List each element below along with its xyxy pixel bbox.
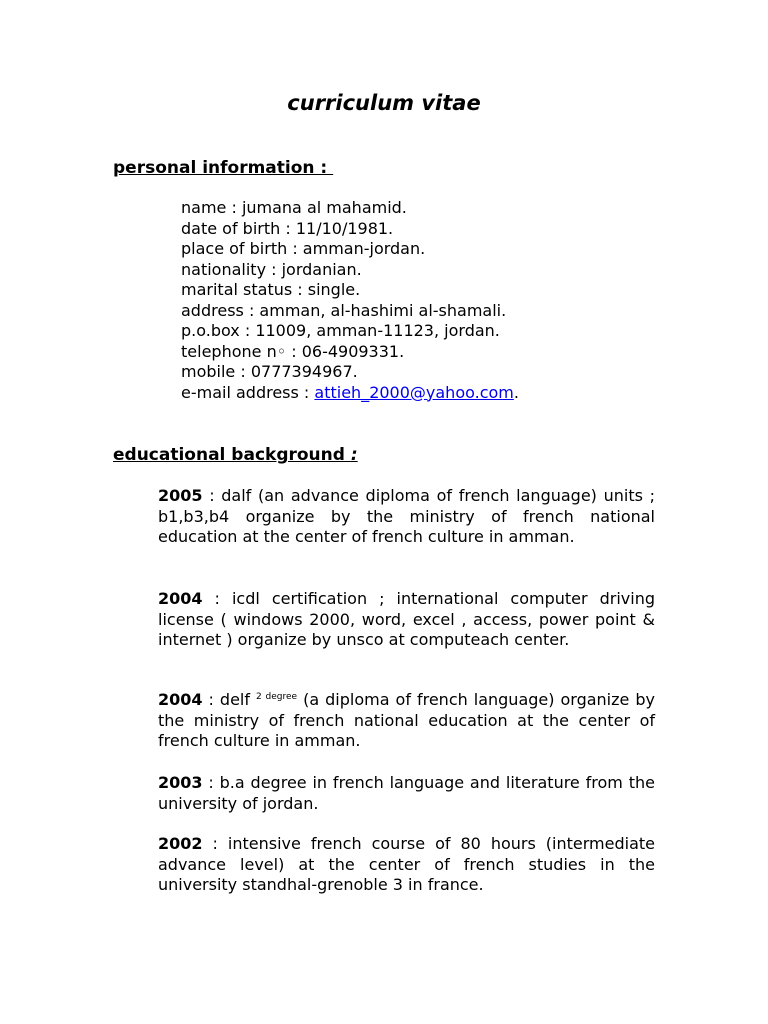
education-description: : icdl certification ; international computer driving license ( windows 2000, word, excel , access, power point & internet ) organize by unsco at computeach center. [158, 589, 655, 649]
place-of-birth-line: place of birth : amman-jordan. [181, 239, 426, 258]
email-label: e-mail address : [181, 382, 315, 402]
education-year: 2004 [158, 589, 203, 608]
nationality-line: nationality : jordanian. [181, 259, 362, 279]
education-description-end: (a diploma of french language) organize by the ministry of french national education at the center of french culture in amman. [158, 690, 656, 750]
name-line: name : jumana al mahamid. [181, 198, 407, 217]
email-link[interactable]: attieh_2000@yahoo.com [314, 382, 514, 402]
education-year: 2004 [158, 690, 203, 709]
marital-status-line: marital status : single. [181, 280, 361, 299]
education-year: 2002 [158, 834, 203, 853]
education-description: : dalf (an advance diploma of french language) units ; b1,b3,b4 organize by the ministry of french national education at the center of french culture in amman. [158, 486, 655, 546]
education-entry [158, 690, 655, 752]
education-description: : intensive french course of 80 hours (intermediate advance level) at the center of french studies in the university standhal-grenoble 3 in france. [158, 834, 655, 894]
email-line [181, 383, 519, 404]
degree-superscript: 2 degree [256, 692, 298, 702]
educational-background-heading [113, 443, 358, 467]
education-entry [158, 589, 655, 651]
personal-information-heading: personal information : [113, 158, 334, 178]
document-title: curriculum vitae [287, 91, 481, 115]
educational-background-heading-text: educational background [113, 445, 351, 465]
telephone-line: telephone n◦ : 06-4909331. [181, 341, 405, 361]
email-end: . [513, 382, 519, 402]
mobile-line: mobile : 0777394967. [181, 362, 358, 381]
education-description-start: : delf [202, 690, 257, 709]
personal-information-list [181, 198, 519, 403]
education-year: 2003 [158, 773, 203, 792]
education-year: 2005 [158, 486, 203, 505]
education-entry [158, 834, 655, 896]
education-entry [158, 486, 655, 548]
address-line: address : amman, al-hashimi al-shamali. [181, 300, 507, 320]
education-entry [158, 773, 655, 814]
educational-background-heading-colon: : [350, 445, 358, 465]
pobox-line: p.o.box : 11009, amman-11123, jordan. [181, 321, 500, 340]
education-description: : b.a degree in french language and literature from the university of jordan. [158, 773, 655, 813]
date-of-birth-line: date of birth : 11/10/1981. [181, 218, 394, 238]
